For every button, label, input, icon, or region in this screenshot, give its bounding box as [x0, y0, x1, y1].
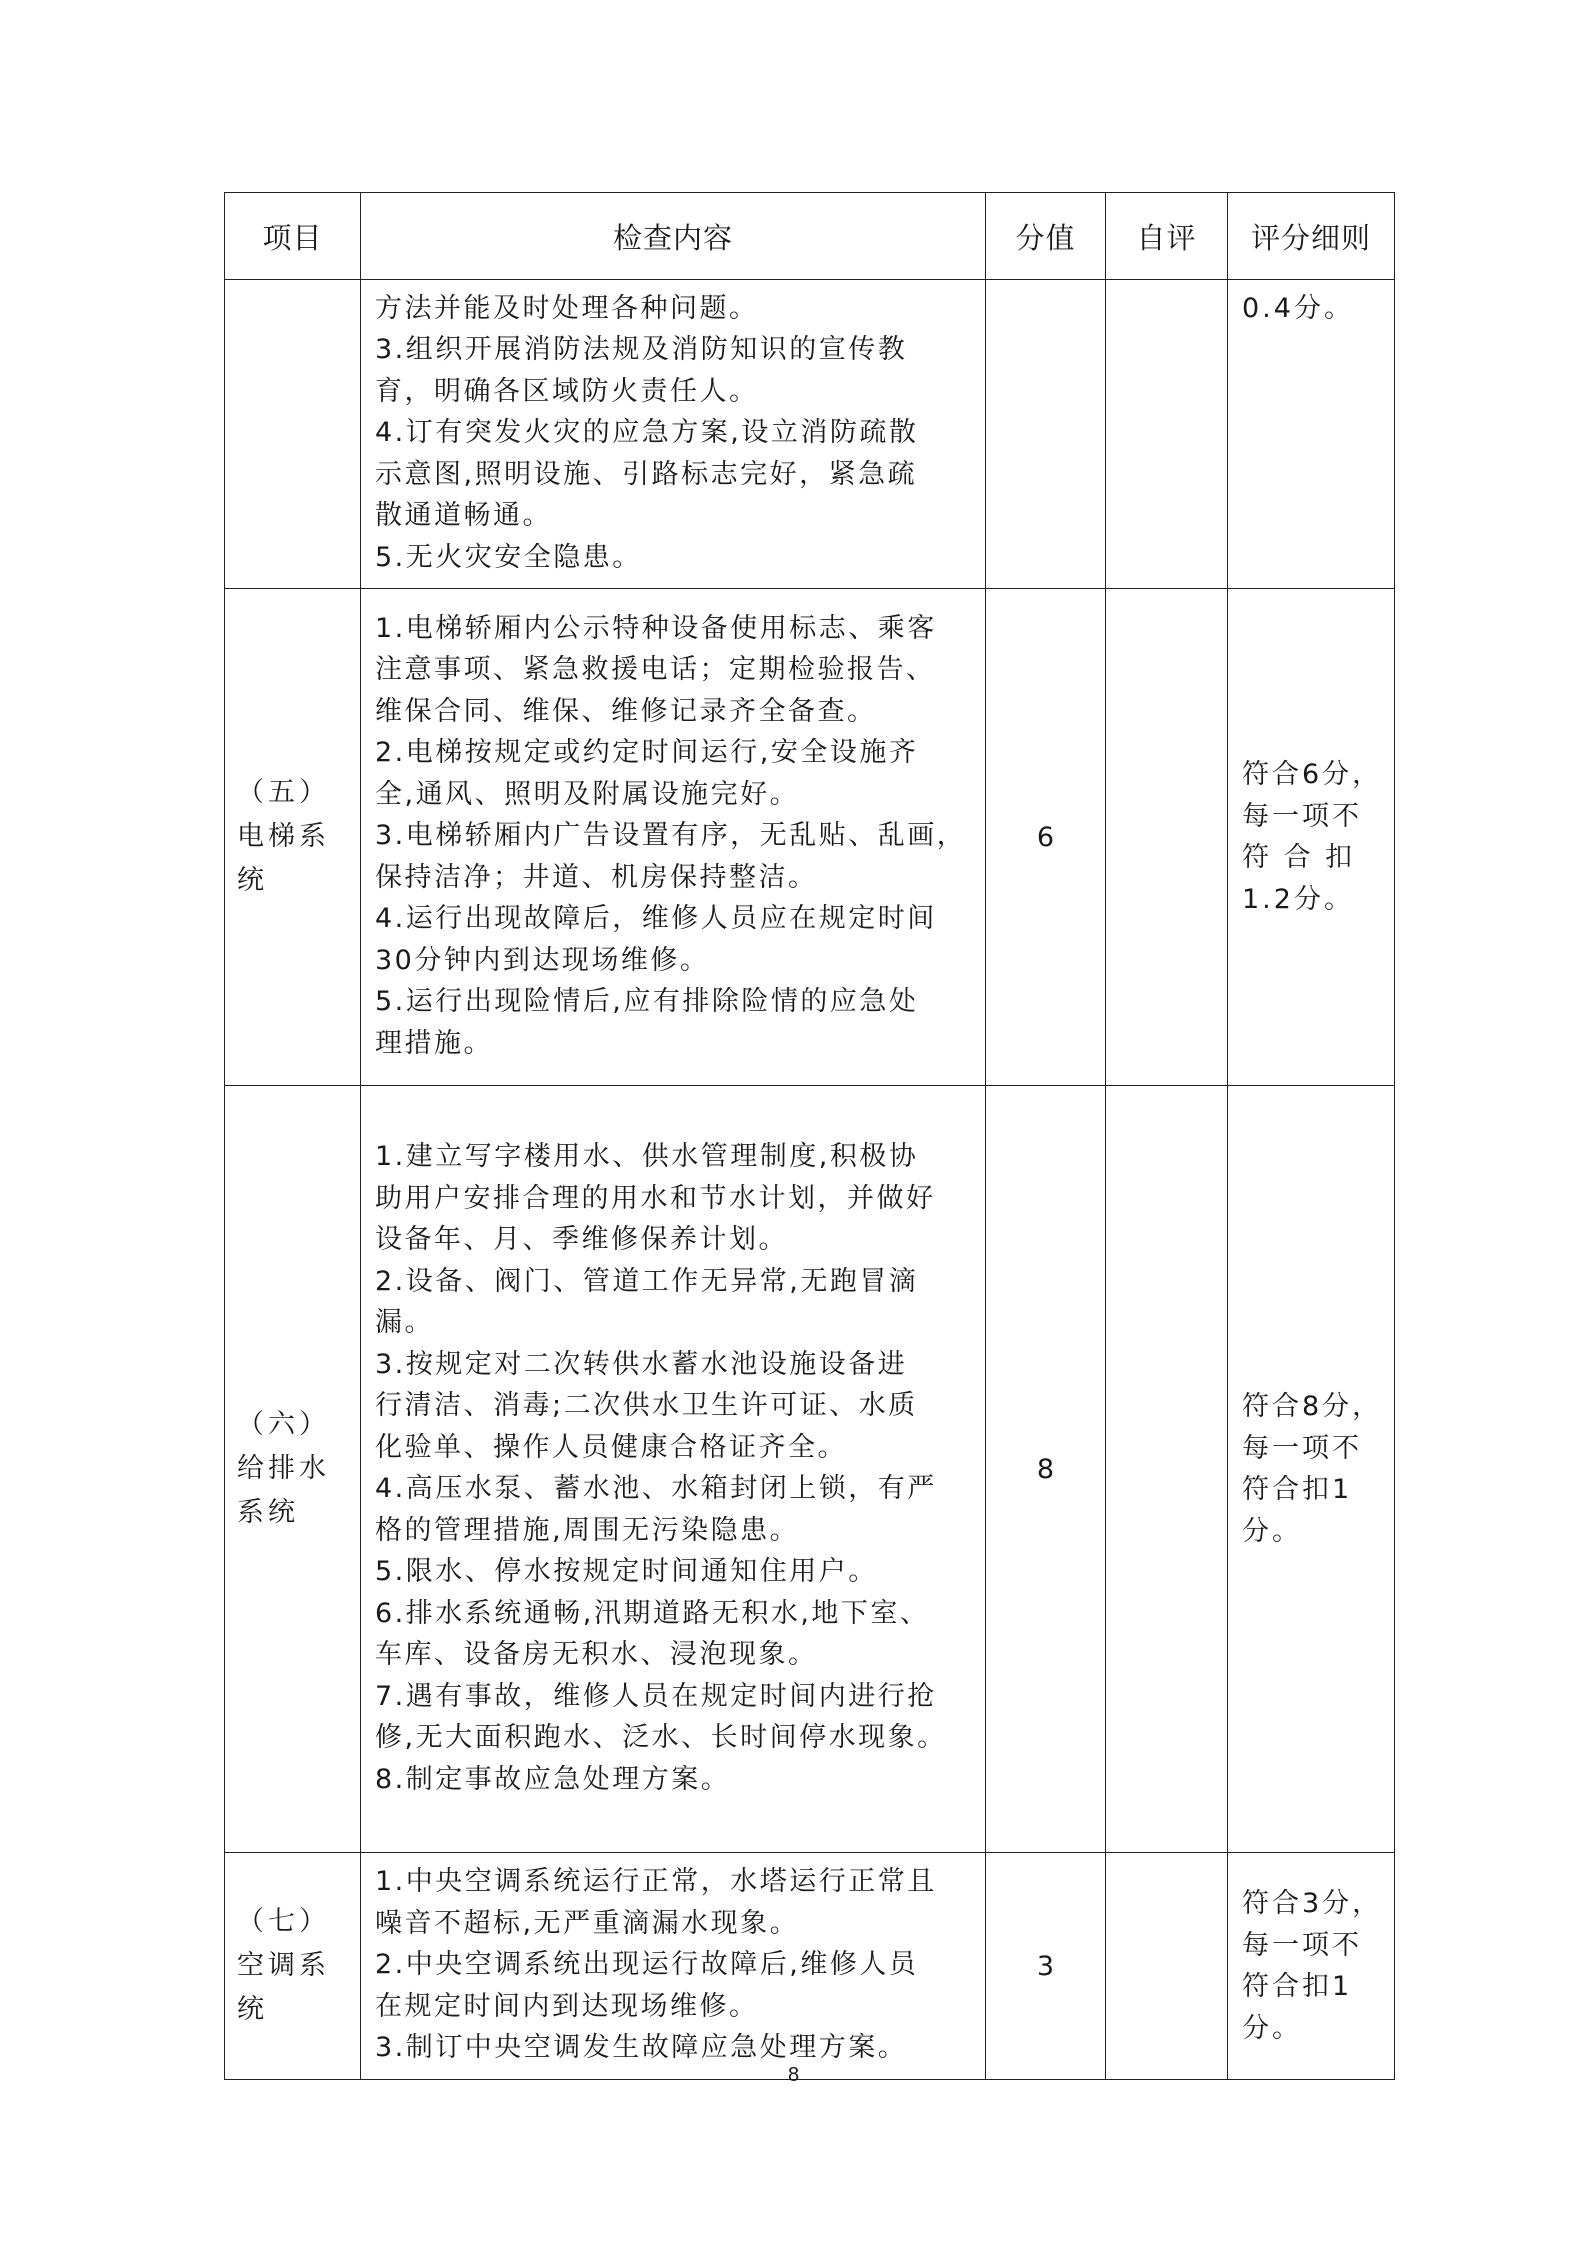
header-self-eval: 自评: [1106, 193, 1228, 280]
content-line: 4.运行出现故障后，维修人员应在规定时间: [375, 903, 937, 935]
row-rule: [1228, 589, 1395, 1086]
content-line: 格的管理措施,周围无污染隐患。: [375, 1514, 800, 1546]
row-self-eval: [1106, 1853, 1228, 2080]
row-self-eval: [1106, 589, 1228, 1086]
content-line: 方法并能及时处理各种问题。: [375, 292, 759, 324]
content-line: 5.无火灾安全隐患。: [375, 541, 642, 573]
content-line: 2.设备、阀门、管道工作无异常,无跑冒滴: [375, 1265, 919, 1297]
content-line: 噪音不超标,无严重滴漏水现象。: [375, 1907, 800, 1939]
rule-line: 符合8分，: [1242, 1391, 1383, 1422]
rule-line: 符合扣1: [1242, 1474, 1353, 1505]
content-line: 3.组织开展消防法规及消防知识的宣传教: [375, 334, 908, 366]
content-line: 2.电梯按规定或约定时间运行,安全设施齐: [375, 737, 919, 769]
content-line: 助用户安排合理的用水和节水计划，并做好: [375, 1182, 936, 1214]
content-line: 6.排水系统通畅,汛期道路无积水,地下室、: [375, 1597, 930, 1629]
row-content: [361, 1853, 986, 2080]
row-rule: [1228, 1853, 1395, 2080]
content-line: 修,无大面积跑水、泛水、长时间停水现象。: [375, 1722, 947, 1753]
row-self-eval: [1106, 280, 1228, 589]
content-line: 30分钟内到达现场维修。: [375, 944, 710, 976]
content-line: 理措施。: [375, 1027, 493, 1059]
row-content: [361, 589, 986, 1086]
rule-line: 1.2分。: [1242, 883, 1354, 915]
page-number: 8: [787, 2064, 800, 2086]
content-line: 在规定时间内到达现场维修。: [375, 1990, 759, 2022]
row-score: 6: [986, 589, 1106, 1086]
row-content: [361, 1086, 986, 1853]
row-rule: [1228, 1086, 1395, 1853]
content-line: 1.建立写字楼用水、供水管理制度,积极协: [375, 1141, 919, 1172]
header-rule: 评分细则: [1228, 193, 1395, 280]
content-line: 1.中央空调系统运行正常，水塔运行正常且: [375, 1866, 937, 1898]
table-row: [225, 280, 1395, 589]
rule-line: 符合扣1: [1242, 1971, 1353, 2002]
row-content: [361, 280, 986, 589]
content-line: 行清洁、消毒;二次供水卫生许可证、水质: [375, 1390, 918, 1421]
content-line: 8.制定事故应急处理方案。: [375, 1763, 731, 1795]
row-item: （五）电梯系统: [225, 589, 361, 1086]
content-line: 设备年、月、季维修保养计划。: [375, 1224, 788, 1255]
content-line: 5.限水、停水按规定时间通知住用户。: [375, 1556, 878, 1587]
content-line: 4.高压水泵、蓄水池、水箱封闭上锁，有严: [375, 1473, 937, 1504]
row-item: （七）空调系统: [225, 1853, 361, 2080]
header-content: 检查内容: [361, 193, 986, 280]
content-line: 保持洁净；井道、机房保持整洁。: [375, 861, 818, 893]
content-line: 1.电梯轿厢内公示特种设备使用标志、乘客: [375, 612, 937, 644]
row-score: [986, 280, 1106, 589]
content-line: 3.按规定对二次转供水蓄水池设施设备进: [375, 1348, 908, 1380]
row-rule: [1228, 280, 1395, 589]
rule-line: 0.4分。: [1242, 293, 1354, 324]
content-line: 示意图,照明设施、引路标志完好，紧急疏: [375, 458, 918, 490]
rule-line: 每一项不: [1242, 1929, 1362, 1961]
content-line: 漏。: [375, 1307, 434, 1338]
rule-line: 分。: [1242, 1515, 1302, 1547]
content-line: 注意事项、紧急救援电话；定期检验报告、: [375, 654, 936, 686]
content-line: 4.订有突发火灾的应急方案,设立消防疏散: [375, 417, 919, 449]
inspection-table: [224, 192, 1395, 2080]
row-self-eval: [1106, 1086, 1228, 1853]
content-line: 3.电梯轿厢内广告设置有序，无乱贴、乱画，: [375, 820, 967, 852]
table-header-row: [225, 193, 1395, 280]
content-line: 化验单、操作人员健康合格证齐全。: [375, 1431, 847, 1463]
row-score: 8: [986, 1086, 1106, 1853]
content-line: 5.运行出现险情后,应有排除险情的应急处: [375, 986, 919, 1018]
row-item: [225, 280, 361, 589]
rule-line: 每一项不: [1242, 800, 1362, 832]
row-item: （六）给排水系统: [225, 1086, 361, 1853]
row-score: 3: [986, 1853, 1106, 2080]
rule-line: 每一项不: [1242, 1432, 1362, 1464]
table-row: [225, 1853, 1395, 2080]
content-line: 7.遇有事故，维修人员在规定时间内进行抢: [375, 1680, 937, 1712]
content-line: 散通道畅通。: [375, 500, 552, 532]
content-line: 2.中央空调系统出现运行故障后,维修人员: [375, 1949, 919, 1981]
rule-line: 符 合 扣: [1242, 842, 1356, 873]
rule-line: 分。: [1242, 2012, 1302, 2044]
rule-line: 符合3分，: [1242, 1888, 1383, 1919]
content-line: 车库、设备房无积水、浸泡现象。: [375, 1639, 818, 1670]
table-row: [225, 1086, 1395, 1853]
rule-line: 符合6分，: [1242, 759, 1383, 790]
header-item: 项目: [225, 193, 361, 280]
content-line: 育，明确各区域防火责任人。: [375, 375, 759, 407]
content-line: 维保合同、维保、维修记录齐全备查。: [375, 695, 877, 727]
table-row: [225, 589, 1395, 1086]
content-line: 3.制订中央空调发生故障应急处理方案。: [375, 2032, 908, 2064]
header-score: 分值: [986, 193, 1106, 280]
content-line: 全,通风、照明及附属设施完好。: [375, 778, 800, 810]
